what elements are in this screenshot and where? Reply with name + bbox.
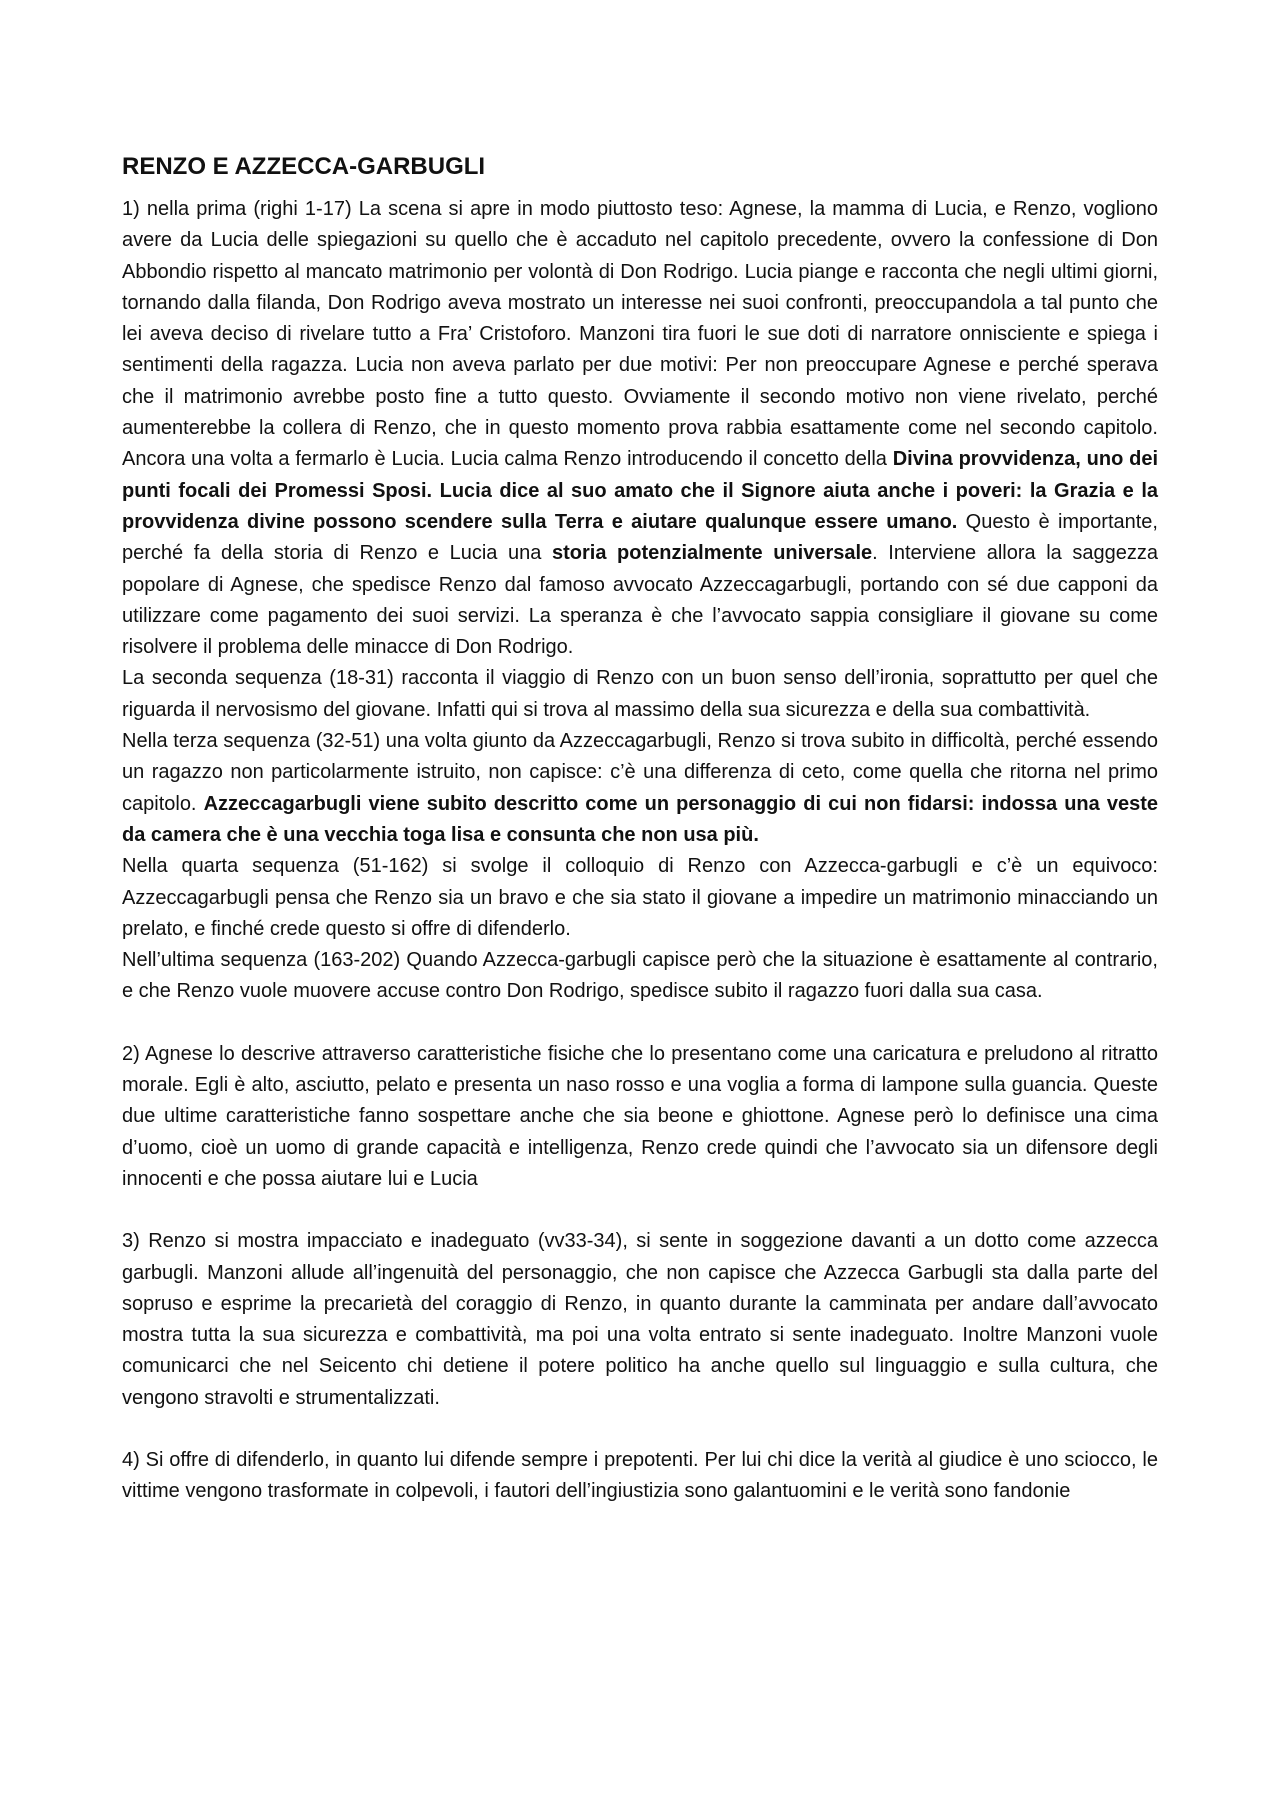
paragraph-1-text-a: 1) nella prima (righi 1-17) La scena si apre in modo piuttosto teso: Agnese, la mamma di Lucia, e Renzo, vogliono avere da Lucia delle spiegazioni su quello che è accaduto nel capitolo precedente, ovvero la confessione di Don Abbondio rispetto al mancato matrimonio per volontà di Don Rodrigo. Lucia piange e racconta che negli ultimi giorni, tornando dalla filanda, Don Rodrigo aveva mostrato un interesse nei suoi confronti, preoccupandola a tal punto che lei aveva deciso di rivelare tutto a Fra’ Cristoforo. Manzoni tira fuori le sue doti di narratore onnisciente e spiega i sentimenti della ragazza. Lucia non aveva parlato per due motivi: Per non preoccupare Agnese e perché sperava che il matrimonio avrebbe posto fine a tutto questo. Ovviamente il secondo motivo non viene rivelato, perché aumenterebbe la collera di Renzo, che in questo momento prova rabbia esattamente come nel secondo capitolo. Ancora una volta a fermarlo è Lucia. Lucia calma Renzo introducendo il concetto della [122, 198, 1158, 471]
paragraph-8: 4) Si offre di difenderlo, in quanto lui difende sempre i prepotenti. Per lui chi dice la verità al giudice è uno sciocco, le vittime vengono trasformate in colpevoli, i fautori dell’ingiustizia sono galantuomini e le verità sono fandonie [122, 1448, 1158, 1503]
paragraph-1-text-b: Questo è importante, perché fa della storia di Renzo e Lucia una [122, 510, 1158, 565]
paragraph-gap [122, 1195, 1158, 1226]
paragraph-3-text: Nella terza sequenza (32-51) una volta giunto da Azzeccagarbugli, Renzo si trova subito in difficoltà, perché essendo un ragazzo non particolarmente istruito, non capisce: c’è una differenza di ceto, come quella che ritorna nel primo capitolo. [122, 730, 1158, 815]
paragraph-3-bold: Azzeccagarbugli viene subito descritto come un personaggio di cui non fidarsi: indossa una veste da camera che è una vecchia toga lisa e consunta che non usa più. [122, 792, 1158, 846]
paragraph-7: 3) Renzo si mostra impacciato e inadeguato (vv33-34), si sente in soggezione davanti a un dotto come azzecca garbugli. Manzoni allude all’ingenuità del personaggio, che non capisce che Azzecca Garbugli sta dalla parte del sopruso e esprime la precarietà del coraggio di Renzo, in quanto durante la camminata per andare dall’avvocato mostra tutta la sua sicurezza e combattività, ma poi una volta entrato si sente inadeguato. Inoltre Manzoni vuole comunicarci che nel Seicento chi detiene il potere politico ha anche quello sul linguaggio e sulla cultura, che vengono stravolti e strumentalizzati. [122, 1230, 1158, 1409]
paragraph-2: La seconda sequenza (18-31) racconta il viaggio di Renzo con un buon senso dell’ironia, soprattutto per quel che riguarda il nervosismo del giovane. Infatti qui si trova al massimo della sua sicurezza e della sua combattività. [122, 667, 1158, 721]
paragraph-4: Nella quarta sequenza (51-162) si svolge il colloquio di Renzo con Azzecca-garbugli e c’è un equivoco: Azzeccagarbugli pensa che Renzo sia un bravo e che sia stato il giovane a impedire un matrimonio minacciando un prelato, e finché crede questo si offre di difenderlo. [122, 855, 1158, 940]
paragraph-gap [122, 1414, 1158, 1445]
paragraph-1-bold-a: Divina provvidenza, uno dei punti focali dei Promessi Sposi. Lucia dice al suo amato che il Signore aiuta anche i poveri: la Grazia e la provvidenza divine possono scendere sulla Terra e aiutare qualunque essere umano. [122, 448, 1159, 533]
paragraph-gap [122, 1008, 1158, 1039]
document-page [122, 150, 1158, 1508]
paragraph-1 [122, 194, 1158, 663]
paragraph-3 [122, 726, 1158, 851]
paragraph-1-text-c: . Interviene allora la saggezza popolare di Agnese, che spedisce Renzo dal famoso avvocato Azzeccagarbugli, portando con sé due capponi da utilizzare come pagamento dei suoi servizi. La speranza è che l’avvocato sappia consigliare il giovane su come risolvere il problema delle minacce di Don Rodrigo. [122, 542, 1158, 659]
paragraph-6: 2) Agnese lo descrive attraverso caratteristiche fisiche che lo presentano come una caricatura e preludono al ritratto morale. Egli è alto, asciutto, pelato e presenta un naso rosso e una voglia a forma di lampone sulla guancia. Queste due ultime caratteristiche fanno sospettare anche che sia beone e ghiottone. Agnese però lo definisce una cima d’uomo, cioè un uomo di grande capacità e intelligenza, Renzo crede quindi che l’avvocato sia un difensore degli innocenti e che possa aiutare lui e Lucia [122, 1042, 1158, 1190]
paragraph-1-bold-b: storia potenzialmente universale [551, 542, 873, 565]
document-title: RENZO E AZZECCA-GARBUGLI [122, 153, 486, 180]
paragraph-5: Nell’ultima sequenza (163-202) Quando Azzecca-garbugli capisce però che la situazione è esattamente al contrario, e che Renzo vuole muovere accuse contro Don Rodrigo, spedisce subito il ragazzo fuori dalla sua casa. [122, 949, 1158, 1003]
